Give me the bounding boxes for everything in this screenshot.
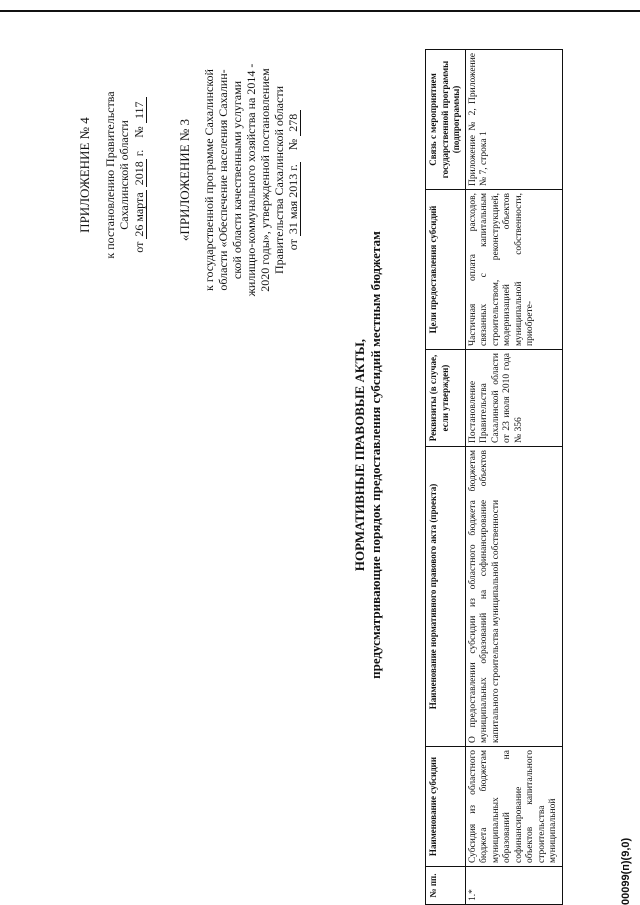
document-title	[352, 65, 384, 845]
approval-number: 117	[132, 97, 148, 123]
cell-goals: Частичная оплата расходов, связанных с капитальным строительством, реконструкцией, модернизацией объектов муниципальной собственности, приобрете-	[465, 190, 562, 350]
appendix3-block	[178, 30, 301, 330]
appendix3-line-6: Правительства Сахалинской области	[272, 85, 286, 275]
approval-num-prefix: №	[131, 126, 146, 138]
acts-table	[425, 49, 563, 905]
approval-line-1: к постановлению Правительства	[102, 91, 117, 259]
cell-details: Постановление Правительства Сахалинской области от 23 июля 2010 года № 356	[465, 350, 562, 447]
header-act: Наименование нормативного правового акта (проекта)	[426, 447, 466, 747]
table-header-row	[426, 50, 466, 905]
cell-subsidy: Субсидия из областного бюджета бюджетам муниципальных образований на софинансирование объектов капитального строительства муниципальной	[465, 747, 562, 867]
header-goals: Цели предоставления субсидий	[426, 190, 466, 350]
footer-code: 00099(п)(9,0)	[620, 837, 632, 905]
appendix3-line-4: жилищно-коммунального хозяйства на 2014 -	[244, 63, 258, 297]
appendix3-line-3: ской области качественными услугами	[230, 80, 244, 280]
appendix3-from-prefix: от	[286, 239, 300, 251]
appendix3-line-2: области «Обеспечение населения Сахалин-	[216, 69, 230, 291]
cell-num: 1.*	[465, 867, 562, 905]
approval-from-prefix: от	[131, 241, 146, 253]
header-link: Связь с мероприятием государственной программы (подпрограммы)	[426, 50, 466, 190]
appendix3-date-line	[286, 30, 301, 330]
title-line-2: предусматривающие порядок предоставления субсидий местным бюджетам	[368, 231, 383, 679]
approval-date-line	[132, 65, 148, 285]
cell-link: Приложение № 2, Приложение № 7, строка 1	[465, 50, 562, 190]
header-num: № пп.	[426, 867, 466, 905]
appendix3-date: 31 мая 2013 г.	[286, 164, 300, 235]
appendix3-line-1: к государственной программе Сахалинской	[202, 69, 216, 291]
header-details: Реквизиты (в случае, если утвержден)	[426, 350, 466, 447]
approval-block	[78, 65, 147, 285]
title-line-1: НОРМАТИВНЫЕ ПРАВОВЫЕ АКТЫ,	[352, 338, 367, 572]
header-subsidy: Наименование субсидии	[426, 747, 466, 867]
appendix3-number: 278	[286, 110, 301, 136]
appendix3-num-prefix: №	[286, 138, 300, 151]
approval-day-month: 26 марта	[131, 192, 146, 237]
cell-act: О предоставлении субсидии из областного бюджета бюджетам муниципальных образований на софинансирование объектов капитального строительства муниципальной собственности	[465, 447, 562, 747]
approval-year-suffix: г.	[131, 149, 146, 157]
approval-line-2: Сахалинской области	[117, 120, 131, 230]
table-row	[465, 50, 562, 905]
appendix3-line-5: 2020 годы», утвержденной постановлением	[258, 68, 272, 292]
approval-heading: ПРИЛОЖЕНИЕ № 4	[77, 117, 92, 233]
appendix3-heading: «ПРИЛОЖЕНИЕ № 3	[177, 118, 192, 242]
approval-year: 2018	[131, 161, 146, 186]
